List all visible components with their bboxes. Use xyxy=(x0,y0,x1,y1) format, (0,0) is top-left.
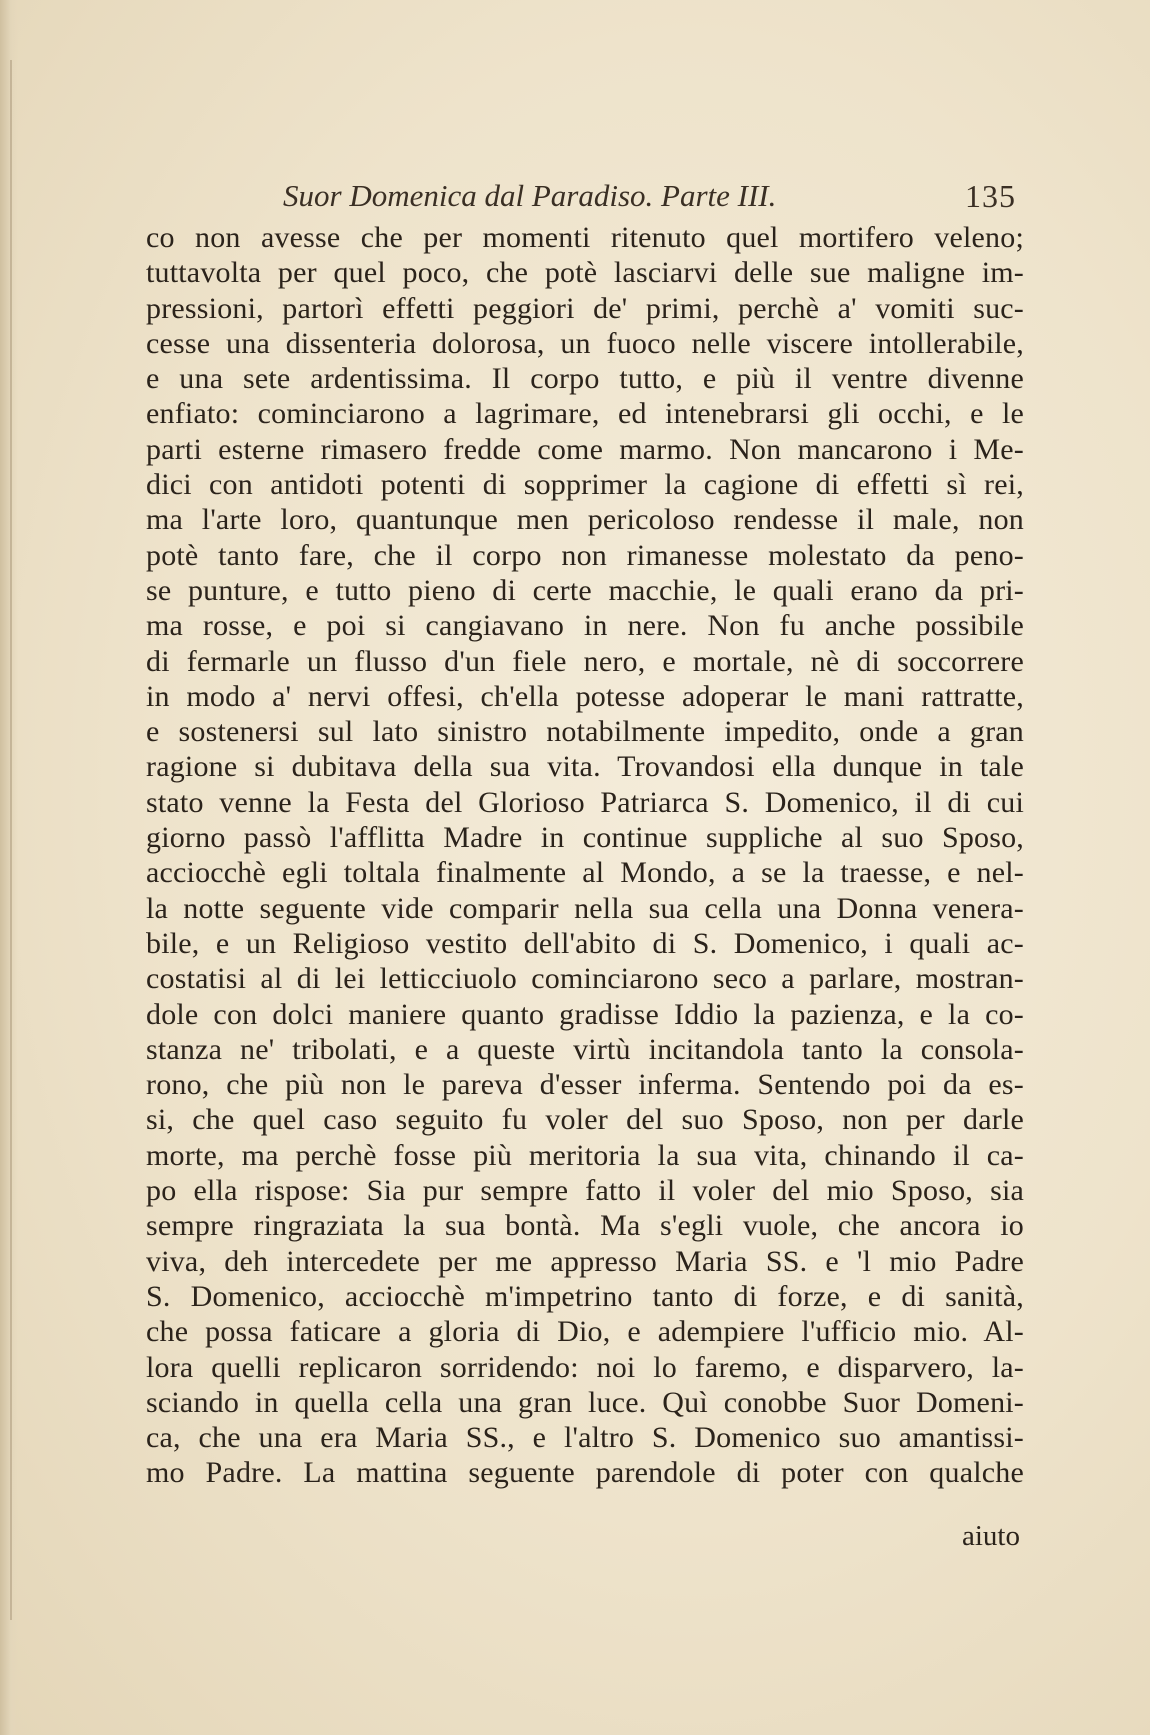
text-line: rono, che più non le pareva d'esser inferma. Sentendo poi da es- xyxy=(146,1068,1024,1102)
text-line: cesse una dissenteria dolorosa, un fuoco nelle viscere intollerabile, xyxy=(146,326,1024,360)
text-line: e sostenersi sul lato sinistro notabilmente impedito, onde a gran xyxy=(146,715,1024,749)
text-line: e una sete ardentissima. Il corpo tutto, e più il ventre divenne xyxy=(146,362,1024,396)
text-line: ma l'arte loro, quantunque men pericoloso rendesse il male, non xyxy=(146,503,1024,537)
text-line: ca, che una era Maria SS., e l'altro S. Domenico suo amantissi- xyxy=(146,1421,1024,1455)
text-line: sciando in quella cella una gran luce. Quì conobbe Suor Domeni- xyxy=(146,1385,1024,1419)
running-title: Suor Domenica dal Paradiso. Parte III. xyxy=(283,178,777,213)
text-line: dici con antidoti potenti di sopprimer la cagione di effetti sì rei, xyxy=(146,468,1024,502)
text-line: lora quelli replicaron sorridendo: noi lo faremo, e disparvero, la- xyxy=(146,1350,1024,1384)
text-line: S. Domenico, acciocchè m'impetrino tanto di forze, e di sanità, xyxy=(146,1279,1024,1313)
page-number: 135 xyxy=(965,178,1016,214)
text-line: giorno passò l'afflitta Madre in continue suppliche al suo Sposo, xyxy=(146,821,1024,855)
text-line: se punture, e tutto pieno di certe macchie, le quali erano da pri- xyxy=(146,573,1024,607)
text-line: mo Padre. La mattina seguente parendole di poter con qualche xyxy=(146,1456,1024,1490)
running-head xyxy=(148,178,1020,224)
text-line: di fermarle un flusso d'un fiele nero, e mortale, nè di soccorrere xyxy=(146,644,1024,678)
text-line: pressioni, partorì effetti peggiori de' primi, perchè a' vomiti suc- xyxy=(146,291,1024,325)
text-line: potè tanto fare, che il corpo non rimanesse molestato da peno- xyxy=(146,538,1024,572)
text-line: costatisi al di lei letticciuolo cominciarono seco a parlare, mostran- xyxy=(146,962,1024,996)
text-line: dole con dolci maniere quanto gradisse Iddio la pazienza, e la co- xyxy=(146,997,1024,1031)
text-line: stato venne la Festa del Glorioso Patriarca S. Domenico, il di cui xyxy=(146,785,1024,819)
text-line: stanza ne' tribolati, e a queste virtù incitandola tanto la consola- xyxy=(146,1032,1024,1066)
text-line: po ella rispose: Sia pur sempre fatto il voler del mio Sposo, sia xyxy=(146,1174,1024,1208)
text-line: acciocchè egli toltala finalmente al Mondo, a se la traesse, e nel- xyxy=(146,856,1024,890)
body-text xyxy=(146,220,1024,1491)
text-line: parti esterne rimasero fredde come marmo. Non mancarono i Me- xyxy=(146,432,1024,466)
text-line: enfiato: cominciarono a lagrimare, ed intenebrarsi gli occhi, e le xyxy=(146,397,1024,431)
gutter-line xyxy=(10,60,12,1620)
text-line: la notte seguente vide comparir nella sua cella una Donna venera- xyxy=(146,891,1024,925)
text-line: in modo a' nervi offesi, ch'ella potesse adoperar le mani rattratte, xyxy=(146,679,1024,713)
text-line: ma rosse, e poi si cangiavano in nere. Non fu anche possibile xyxy=(146,609,1024,643)
text-line: che possa faticare a gloria di Dio, e adempiere l'ufficio mio. Al- xyxy=(146,1315,1024,1349)
text-line: sempre ringraziata la sua bontà. Ma s'egli vuole, che ancora io xyxy=(146,1209,1024,1243)
text-line: ragione si dubitava della sua vita. Trovandosi ella dunque in tale xyxy=(146,750,1024,784)
text-line: tuttavolta per quel poco, che potè lasciarvi delle sue maligne im- xyxy=(146,256,1024,290)
page-binding-edge xyxy=(0,0,18,1735)
text-line: viva, deh intercedete per me appresso Maria SS. e 'l mio Padre xyxy=(146,1244,1024,1278)
text-line: co non avesse che per momenti ritenuto quel mortifero veleno; xyxy=(146,221,1024,254)
catchword: aiuto xyxy=(962,1520,1020,1552)
text-line: morte, ma perchè fosse più meritoria la sua vita, chinando il ca- xyxy=(146,1138,1024,1172)
text-line: bile, e un Religioso vestito dell'abito di S. Domenico, i quali ac- xyxy=(146,926,1024,960)
text-line: si, che quel caso seguito fu voler del suo Sposo, non per darle xyxy=(146,1103,1024,1137)
